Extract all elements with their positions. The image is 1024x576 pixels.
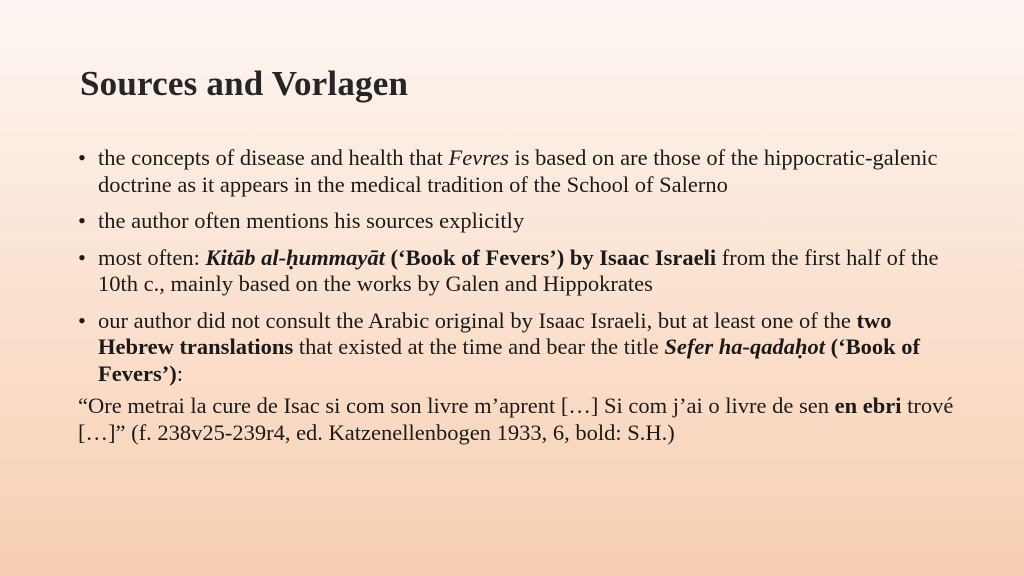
bullet-marker: • [78, 244, 86, 270]
bullet-item-sources [78, 208, 958, 235]
bullet-text: : [176, 360, 183, 386]
bold-text: two Hebrew translations [98, 307, 892, 359]
bold-text: (‘Book of Fevers’) [98, 334, 920, 386]
bullet-list [78, 145, 958, 387]
bold-text: (‘Book of Fevers’) by Isaac Israeli [384, 244, 717, 270]
bullet-text: is based on are those of the hippocratic-galenic doctrine as it appears in the medical tradition of the School of Salerno [98, 145, 938, 197]
bullet-item-concepts [78, 145, 958, 198]
bullet-text: the concepts of disease and health that [98, 145, 449, 170]
slide-title: Sources and Vorlagen [80, 64, 409, 103]
bullet-marker: • [78, 145, 86, 170]
work-title-kitab: Kitāb al-ḥummayāt [205, 244, 385, 270]
bullet-marker: • [78, 208, 86, 233]
bullet-text: that existed at the time and bear the title [293, 334, 665, 359]
bullet-item-translations [78, 308, 958, 388]
bullet-text: the author often mentions his sources explicitly [98, 208, 525, 233]
bullet-text: from the first half of the 10th c., mainly based on the works by Galen and Hippokrates [98, 244, 939, 296]
quote-text: “Ore metrai la cure de Isac si com son livre m’aprent […] Si com j’ai o livre de sen [78, 393, 835, 418]
work-title-fevres: Fevres [448, 145, 509, 170]
quote-text: trové […]” (f. 238v25-239r4, ed. Katzenellenbogen 1933, 6, bold: S.H.) [78, 393, 954, 445]
slide-content [78, 145, 958, 446]
quote-paragraph [78, 393, 958, 446]
bullet-text: our author did not consult the Arabic original by Isaac Israeli, but at least one of the [98, 307, 857, 333]
bullet-text: most often: [98, 244, 206, 270]
bold-text: en ebri [834, 393, 902, 418]
work-title-sefer: Sefer ha-qadaḥot [664, 334, 825, 359]
bullet-marker: • [78, 307, 86, 333]
bullet-item-most-often [78, 245, 958, 298]
